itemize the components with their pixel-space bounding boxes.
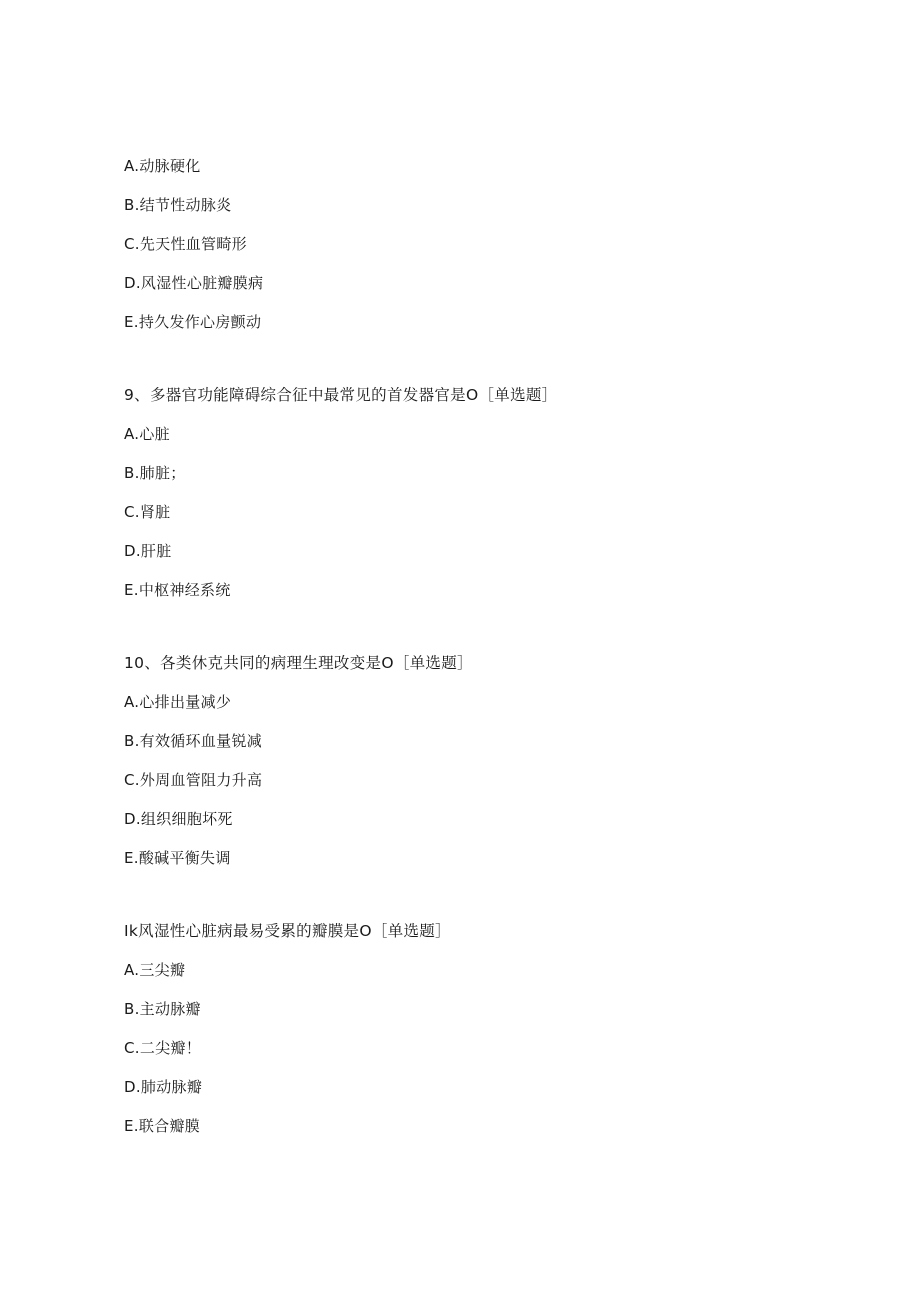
question-11-option-b: B.主动脉瓣 [124,1000,201,1018]
question-11-option-d: D.肺动脉瓣 [124,1078,203,1096]
question-9-option-e: E.中枢神经系统 [124,581,231,599]
question-11-option-a: A.三尖瓣 [124,961,186,979]
question-11-option-e: E.联合瓣膜 [124,1117,201,1135]
option-d: D.风湿性心脏瓣膜病 [124,274,264,292]
question-11-option-c: C.二尖瓣！ [124,1039,202,1057]
question-10-option-e: E.酸碱平衡失调 [124,849,231,867]
option-c: C.先天性血管畸形 [124,235,247,253]
option-a: A.动脉硬化 [124,157,201,175]
question-10-option-b: B.有效循环血量锐减 [124,732,263,750]
question-9-option-d: D.肝脏 [124,542,172,560]
question-10-option-d: D.组织细胞坏死 [124,810,233,828]
question-11-stem: Ik风湿性心脏病最易受累的瓣膜是O［单选题］ [124,922,451,940]
question-9-stem: 9、多器官功能障碍综合征中最常见的首发器官是O［单选题］ [124,386,558,404]
option-e: E.持久发作心房颤动 [124,313,262,331]
question-10-stem: 10、各类休克共同的病理生理改变是O［单选题］ [124,654,473,672]
question-9-option-a: A.心脏 [124,425,170,443]
question-9-option-b: B.肺脏； [124,464,186,482]
question-10-option-a: A.心排出量减少 [124,693,232,711]
option-b: B.结节性动脉炎 [124,196,232,214]
question-10-option-c: C.外周血管阻力升高 [124,771,263,789]
question-9-option-c: C.肾脏 [124,503,171,521]
